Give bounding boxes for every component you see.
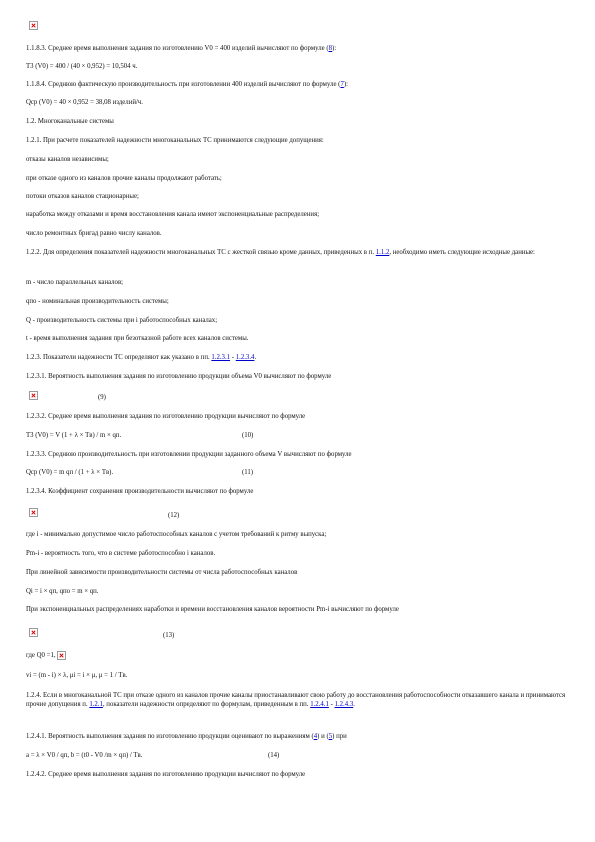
paragraph-1-2-4-2: 1.2.4.2. Среднее время выполнения задания по изготовлению продукции вычисляют по формуле <box>26 771 306 778</box>
paragraph-1-2-3 <box>26 353 256 362</box>
paragraph-1-2-3-3: 1.2.3.3. Среднюю производительность при изготовлении продукции заданного объема V вычисляют по формуле <box>26 451 352 458</box>
text: ) при <box>332 733 347 740</box>
section-link-1-2-4-3[interactable]: 1.2.4.3 <box>334 701 354 708</box>
list-item: отказы каналов независимы; <box>26 156 109 163</box>
paragraph-1-2-3-1: 1.2.3.1. Вероятность выполнения задания по изготовлению продукции объема V0 вычисляют по формуле <box>26 373 332 380</box>
text: 1.2.2. Для определения показателей надежности многоканальных ТС с жесткой связью кроме данных, приведенных в п. <box>26 249 376 256</box>
list-item: потоки отказов каналов стационарные; <box>26 193 139 200</box>
paragraph-text: где i - минимально допустимое число работоспособных каналов с учетом требований к ритму выпуска; <box>26 531 327 538</box>
text: ): <box>343 81 348 88</box>
paragraph-1-2-4 <box>26 691 574 709</box>
text: . <box>353 701 355 708</box>
text: 1.1.8.4. Среднюю фактическую производительность при изготовлении 400 изделий вычисляют по формуле ( <box>26 81 341 88</box>
paragraph-1-2-3-2: 1.2.3.2. Среднее время выполнения задания по изготовлению продукции вычисляют по формуле <box>26 413 306 420</box>
broken-image-icon <box>29 21 38 30</box>
broken-image-icon <box>29 391 38 400</box>
list-item: при отказе одного из каналов прочие каналы продолжают работать; <box>26 175 222 182</box>
paragraph-1-2-1: 1.2.1. При расчете показателей надежности многоканальных ТС принимаются следующие допущения: <box>26 137 324 144</box>
section-link-1-1-2[interactable]: 1.1.2 <box>375 249 390 256</box>
text: 1.2.3. Показатели надежности ТС определяют как указано в пп. <box>26 354 212 361</box>
text: - <box>328 701 335 708</box>
broken-image-icon <box>57 651 66 660</box>
text: - <box>230 354 236 361</box>
list-item: число ремонтных бригад равно числу каналов. <box>26 230 162 237</box>
text: ) и ( <box>317 733 329 740</box>
section-heading-1-2: 1.2. Многоканальные системы <box>26 118 114 125</box>
formula-link-8[interactable]: 8 <box>328 45 333 52</box>
equation-line: Qcp (V0) = 40 × 0,952 = 38,08 изделий/ч. <box>26 99 143 106</box>
formula-link-7[interactable]: 7 <box>340 81 344 88</box>
section-link-1-2-3-1[interactable]: 1.2.3.1 <box>211 354 231 361</box>
paragraph-1-2-2 <box>26 248 574 257</box>
equation-number: (9) <box>98 394 106 401</box>
formula-link-5[interactable]: 5 <box>328 733 333 740</box>
list-item: qпо - номинальная производительность системы; <box>26 298 169 305</box>
section-link-1-2-1[interactable]: 1.2.1 <box>89 701 103 708</box>
equation-number: (12) <box>168 512 180 519</box>
equation-line: vi = (m - i) × λ, μi = i × μ, μ = 1 / Tв. <box>26 672 128 679</box>
section-link-1-2-4-1[interactable]: 1.2.4.1 <box>310 701 329 708</box>
list-item: наработка между отказами и время восстановления канала имеют экспоненциальные распределения; <box>26 211 320 218</box>
equation-line: T3 (V0) = V (1 + λ × Tв) / m × qп. <box>26 432 122 439</box>
text: . <box>254 354 257 361</box>
equation-line: Qi = i × qп, qпо = m × qп. <box>26 588 99 595</box>
text: 1.1.8.3. Среднее время выполнения задания по изготовлению V0 = 400 изделий вычисляют по формуле ( <box>26 45 329 52</box>
equation-line: Qcp (V0) = m qп / (1 + λ × Tв). <box>26 469 114 476</box>
paragraph-text: При экспоненциальных распределениях наработки и времени восстановления каналов вероятности Pm-i вычисляют по формуле <box>26 606 399 613</box>
list-item: m - число параллельных каналов; <box>26 279 124 286</box>
text: 1.2.4.1. Вероятность выполнения задания по изготовлению продукции оценивают по выражениям ( <box>26 733 314 740</box>
broken-image-icon <box>29 628 38 637</box>
paragraph-1-2-4-1 <box>26 732 347 741</box>
text: 1.2.4. Если в многоканальной ТС при отказе одного из каналов прочие каналы приостанавливают свою работу до восстановления работоспособности отказавшего канала и принимаются прочие допущения п. <box>26 692 566 708</box>
equation-line: T3 (V0) = 400 / (40 × 0,952) = 10,504 ч. <box>26 63 138 70</box>
section-link-1-2-3-4[interactable]: 1.2.3.4 <box>235 354 255 361</box>
text: где Q0 =1, <box>26 652 56 660</box>
list-item: t - время выполнения задания при безотказной работе всех каналов системы. <box>26 335 249 342</box>
paragraph-text <box>26 651 66 660</box>
paragraph-1-1-8-3 <box>26 44 336 53</box>
equation-line: a = λ × V0 / qп, b = (t0 - V0 /m × qп) / Tв. <box>26 752 143 759</box>
paragraph-1-1-8-4 <box>26 80 348 89</box>
text: , необходимо иметь следующие исходные данные: <box>389 249 535 256</box>
formula-link-4[interactable]: 4 <box>313 733 318 740</box>
text: ): <box>332 45 337 52</box>
paragraph-text: Pm-i - вероятность того, что в системе работоспособно i каналов. <box>26 550 216 557</box>
paragraph-text: При линейной зависимости производительности системы от числа работоспособных каналов <box>26 569 298 576</box>
paragraph-1-2-3-4: 1.2.3.4. Коэффициент сохранения производительности вычисляют по формуле <box>26 488 254 495</box>
equation-number: (10) <box>242 432 254 439</box>
equation-number: (14) <box>268 752 280 759</box>
equation-number: (13) <box>163 632 175 639</box>
broken-image-icon <box>29 508 38 517</box>
text: , показатели надежности определяют по формулам, приведенным в пп. <box>102 701 311 708</box>
list-item: Q - производительность системы при i работоспособных каналах; <box>26 317 218 324</box>
equation-number: (11) <box>242 469 254 476</box>
